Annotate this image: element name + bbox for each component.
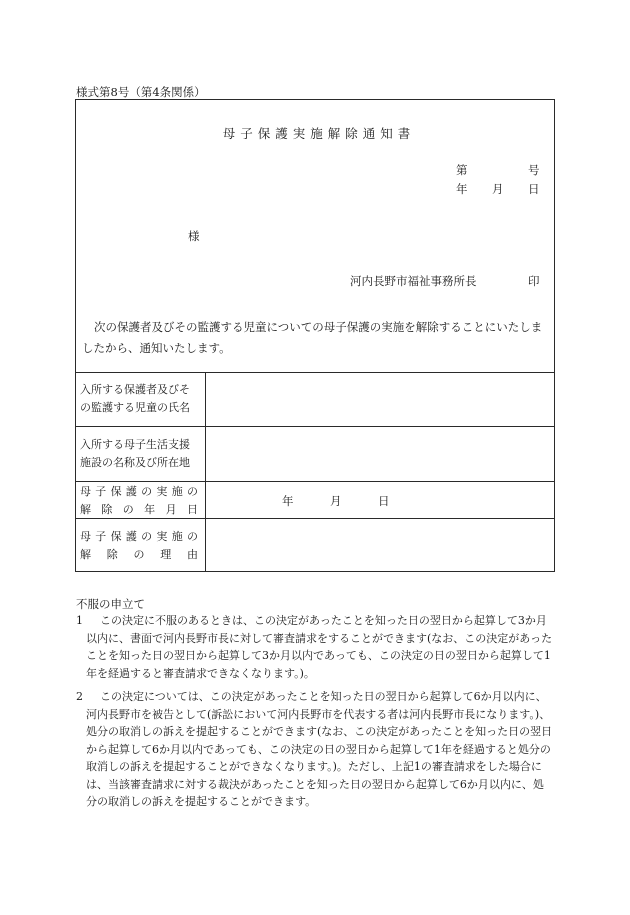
row-label-cancellation-date: 母 子 保 護 の 実 施 の 解 除 の 年 月 日 bbox=[80, 485, 198, 516]
objection-item-number: 1 bbox=[76, 614, 83, 627]
objection-item-number: 2 bbox=[76, 690, 83, 703]
objection-item-2 bbox=[76, 688, 554, 811]
table-top-border bbox=[75, 372, 555, 373]
date-month: 月 bbox=[492, 182, 504, 196]
addressee-suffix: 様 bbox=[188, 229, 200, 243]
row-label-guardian-child-names: 入所する保護者及びそ の監護する児童の氏名 bbox=[80, 383, 190, 414]
date-year: 年 bbox=[456, 182, 468, 196]
cancellation-date-month: 月 bbox=[330, 494, 342, 508]
row-label-cancellation-reason: 母 子 保 護 の 実 施 の 解 除 の 理 由 bbox=[80, 530, 198, 561]
cancellation-date-day: 日 bbox=[378, 494, 390, 508]
form-number-label: 様式第8号（第4条関係） bbox=[76, 85, 206, 99]
table-row-divider bbox=[75, 481, 555, 482]
issuer-name: 河内長野市福祉事務所長 bbox=[350, 274, 477, 288]
number-suffix: 号 bbox=[528, 163, 540, 177]
table-row-divider bbox=[75, 426, 555, 427]
objection-item-text: この決定に不服のあるときは、この決定があったことを知った日の翌日から起算して3か月以内に、書面で河内長野市長に対して審査請求をすることができます(なお、この決定があったことを知った日の翌日から起算して3か月以内であっても、この決定の日の翌日から起算して1年を経過すると審査請求できなくなります。)。 bbox=[86, 614, 553, 680]
cancellation-date-year: 年 bbox=[282, 494, 294, 508]
date-day: 日 bbox=[528, 182, 540, 196]
row-label-facility-name-address: 入所する母子生活支援 施設の名称及び所在地 bbox=[80, 438, 190, 469]
table-column-divider bbox=[205, 372, 206, 572]
seal-mark: 印 bbox=[528, 274, 540, 288]
objection-item-text: この決定については、この決定があったことを知った日の翌日から起算して6か月以内に、河内長野市を被告として(訴訟において河内長野市を代表する者は河内長野市長になります。)、処分の取消しの訴えを提起することができます(なお、この決定があったことを知った日の翌日から起算して6か月以内であっても、この決定の日の翌日から起算して1年を経過すると処分の取消しの訴えを提起することができなくなります。)。ただし、上記1の審査請求をした場合には、当該審査請求に対する裁決があったことを知った日の翌日から起算して6か月以内に、処分の取消しの訴えを提起することができます。 bbox=[86, 690, 553, 808]
objection-item-1 bbox=[76, 612, 554, 682]
notice-title: 母子保護実施解除通知書 bbox=[222, 126, 416, 141]
number-prefix: 第 bbox=[456, 163, 468, 177]
objection-title: 不服の申立て bbox=[76, 597, 145, 611]
notice-body-text: 次の保護者及びその監護する児童についての母子保護の実施を解除することにいたしましたから、通知いたします。 bbox=[82, 320, 543, 355]
